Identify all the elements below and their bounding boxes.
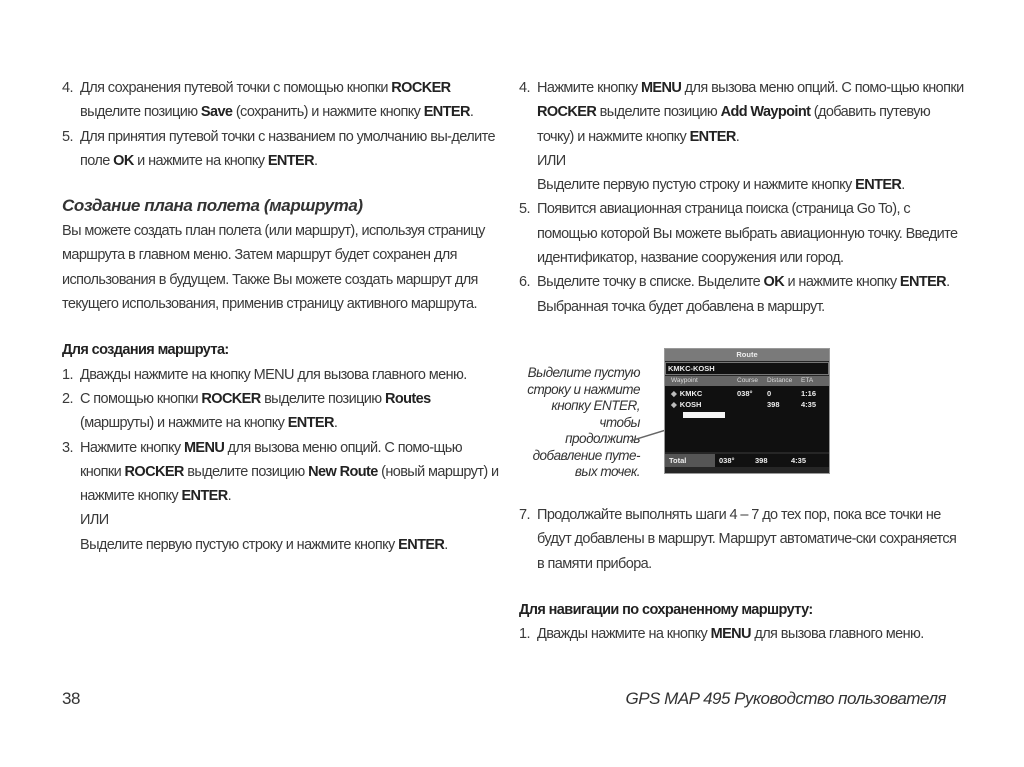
- step-number: 7.: [519, 507, 530, 523]
- text: .: [227, 488, 232, 505]
- manual-title: GPS MAP 495 Руководство пользователя: [625, 689, 946, 708]
- total-label: Total: [669, 456, 687, 465]
- distance-value: 0: [767, 389, 772, 398]
- text: Выделите первую пустую строку и нажмите кнопку: [537, 177, 856, 194]
- text: для вызова главного меню.: [750, 626, 924, 643]
- total-row: [665, 454, 829, 467]
- total-values: [715, 454, 829, 467]
- menu-save: Save: [200, 104, 233, 121]
- waypoint-diamond-icon: ◆: [671, 400, 677, 409]
- text: Для сохранения путевой точки с помощью кнопки: [80, 80, 392, 96]
- step-number: 5.: [62, 128, 73, 145]
- text: выделите позицию: [596, 104, 721, 121]
- figure-caption: Выделите пустую строку и нажмите кнопку ENTER, чтобы продолжить добавление путе-вых точек.: [527, 365, 640, 479]
- step-number: 2.: [62, 390, 73, 407]
- create-step-4: [519, 76, 964, 149]
- text: для вызова меню опций. С помо-щью кнопки: [80, 439, 463, 480]
- header-distance: Distance: [767, 377, 793, 384]
- header-eta: ETA: [801, 377, 814, 384]
- text: и нажмите кнопку: [784, 274, 900, 291]
- step-number: 1.: [519, 626, 530, 643]
- key-rocker: ROCKER: [537, 104, 597, 121]
- gps-route-screen: [664, 348, 830, 474]
- text: выделите позицию: [260, 390, 385, 407]
- route-name: KMKC-KOSH: [665, 362, 829, 375]
- menu-new-route: New Route: [308, 463, 378, 480]
- text: Дважды нажмите на кнопку: [537, 626, 711, 643]
- text: Выделите первую пустую строку и нажмите кнопку: [80, 536, 399, 553]
- text: (маршруты) и нажмите на кнопку: [80, 415, 288, 432]
- text: Появится авиационная страница поиска (страница Go To), с помощью которой Вы можете выбрать авиационную точку. Введите идентификатор, название сооружения или город.: [537, 201, 958, 267]
- text: .: [444, 536, 448, 553]
- key-enter: ENTER: [287, 415, 334, 432]
- right-column-lower: [519, 503, 964, 646]
- create-step-5: [519, 197, 964, 270]
- subheading-navigate-route: Для навигации по сохраненному маршруту:: [519, 601, 813, 618]
- text: Продолжайте выполнять шаги 4 – 7 до тех пор, пока все точки не будут добавлены в маршрут. Маршрут автоматиче-ски сохраняется в памяти прибора.: [537, 507, 957, 572]
- total-distance: 398: [755, 456, 768, 465]
- header-waypoint: Waypoint: [671, 377, 698, 384]
- empty-waypoint-row-highlighted[interactable]: [683, 412, 725, 418]
- page-number: 38: [62, 689, 80, 708]
- waypoint-name: KMKC: [679, 389, 703, 398]
- waypoint-cell: [665, 388, 737, 399]
- key-rocker: ROCKER: [201, 390, 261, 407]
- text: . Выбранная точка будет добавлена в маршрут.: [537, 274, 950, 315]
- step-number: 6.: [519, 274, 530, 291]
- right-column: [519, 76, 964, 319]
- course-value: [737, 399, 767, 410]
- text: .: [469, 104, 474, 121]
- leader-line: [630, 428, 666, 442]
- subheading-create-route: Для создания маршрута:: [62, 342, 229, 359]
- step-number: 5.: [519, 201, 530, 218]
- text: выделите позицию: [80, 104, 201, 121]
- step-5-accept-name: [62, 125, 502, 174]
- screen-title: Route: [665, 349, 829, 361]
- eta-value: 1:16: [801, 389, 817, 398]
- column-headers: [665, 376, 829, 386]
- navigate-step-1: [519, 622, 964, 646]
- waypoint-row[interactable]: [665, 388, 829, 399]
- key-menu: MENU: [710, 626, 751, 643]
- key-enter: ENTER: [181, 488, 228, 505]
- create-step-6: [519, 270, 964, 319]
- text: Для принятия путевой точки с названием по умолчанию вы-делите поле: [80, 128, 495, 169]
- text: .: [901, 177, 905, 194]
- text: Нажмите кнопку: [80, 439, 184, 456]
- step-number: 3.: [62, 439, 73, 456]
- intro-paragraph: Вы можете создать план полета (или маршрут), используя страницу маршрута в главном меню. Затем маршрут будет сохранен для использования в будущем. Также Вы можете создать маршрут для текущего использования, применив страницу активного маршрута.: [62, 223, 485, 313]
- field-ok: OK: [113, 152, 134, 169]
- text: .: [314, 152, 318, 169]
- course-value: 038°: [737, 389, 753, 398]
- create-step-7: [519, 503, 964, 576]
- alternative-instruction: [519, 173, 964, 197]
- step-4-save-waypoint: [62, 76, 502, 125]
- key-menu: MENU: [183, 439, 225, 456]
- key-rocker: ROCKER: [391, 80, 451, 96]
- step-number: 4.: [62, 80, 73, 96]
- or-label: ИЛИ: [537, 152, 566, 169]
- key-enter: ENTER: [423, 104, 470, 121]
- or-label: ИЛИ: [80, 512, 109, 529]
- section-title: Создание плана полета (маршрута): [62, 196, 363, 216]
- text: выделите позицию: [183, 463, 309, 480]
- alternative-instruction: [62, 533, 502, 557]
- text: .: [735, 128, 740, 145]
- menu-routes: Routes: [384, 390, 431, 407]
- create-step-3: [62, 436, 502, 509]
- distance-value: 398: [767, 400, 780, 409]
- key-enter: ENTER: [689, 128, 736, 145]
- step-number: 4.: [519, 80, 530, 96]
- left-column: [62, 76, 502, 557]
- create-step-2: [62, 387, 502, 436]
- waypoint-name: KOSH: [679, 400, 702, 409]
- menu-add-waypoint: Add Waypoint: [720, 104, 811, 121]
- text: (новый маршрут) и нажмите кнопку: [80, 463, 499, 505]
- waypoint-list: [665, 386, 829, 452]
- create-step-1: [62, 363, 502, 387]
- waypoint-diamond-icon: ◆: [671, 389, 677, 398]
- key-enter: ENTER: [267, 152, 314, 169]
- waypoint-row[interactable]: [665, 399, 829, 410]
- key-enter: ENTER: [398, 536, 445, 553]
- field-ok: OK: [763, 274, 785, 291]
- text: (добавить путевую точку) и нажмите кнопку: [537, 104, 931, 145]
- key-enter: ENTER: [899, 274, 947, 291]
- text: С помощью кнопки: [80, 390, 202, 407]
- key-enter: ENTER: [855, 177, 902, 194]
- total-course: 038°: [719, 456, 735, 465]
- text: Дважды нажмите на кнопку MENU для вызова главного меню.: [80, 366, 467, 383]
- text: (сохранить) и нажмите кнопку: [232, 104, 424, 121]
- text: для вызова меню опций. С помо-щью кнопки: [681, 80, 964, 96]
- total-eta: 4:35: [791, 456, 807, 465]
- text: Нажмите кнопку: [537, 80, 641, 96]
- waypoint-cell: [665, 399, 737, 410]
- key-rocker: ROCKER: [124, 463, 184, 480]
- text: .: [333, 415, 338, 432]
- eta-value: 4:35: [801, 400, 817, 409]
- route-screen-figure: [522, 348, 832, 479]
- text: Выделите точку в списке. Выделите: [537, 274, 764, 291]
- step-number: 1.: [62, 366, 73, 383]
- header-course: Course: [737, 377, 758, 384]
- text: и нажмите на кнопку: [133, 152, 268, 169]
- key-menu: MENU: [640, 80, 682, 96]
